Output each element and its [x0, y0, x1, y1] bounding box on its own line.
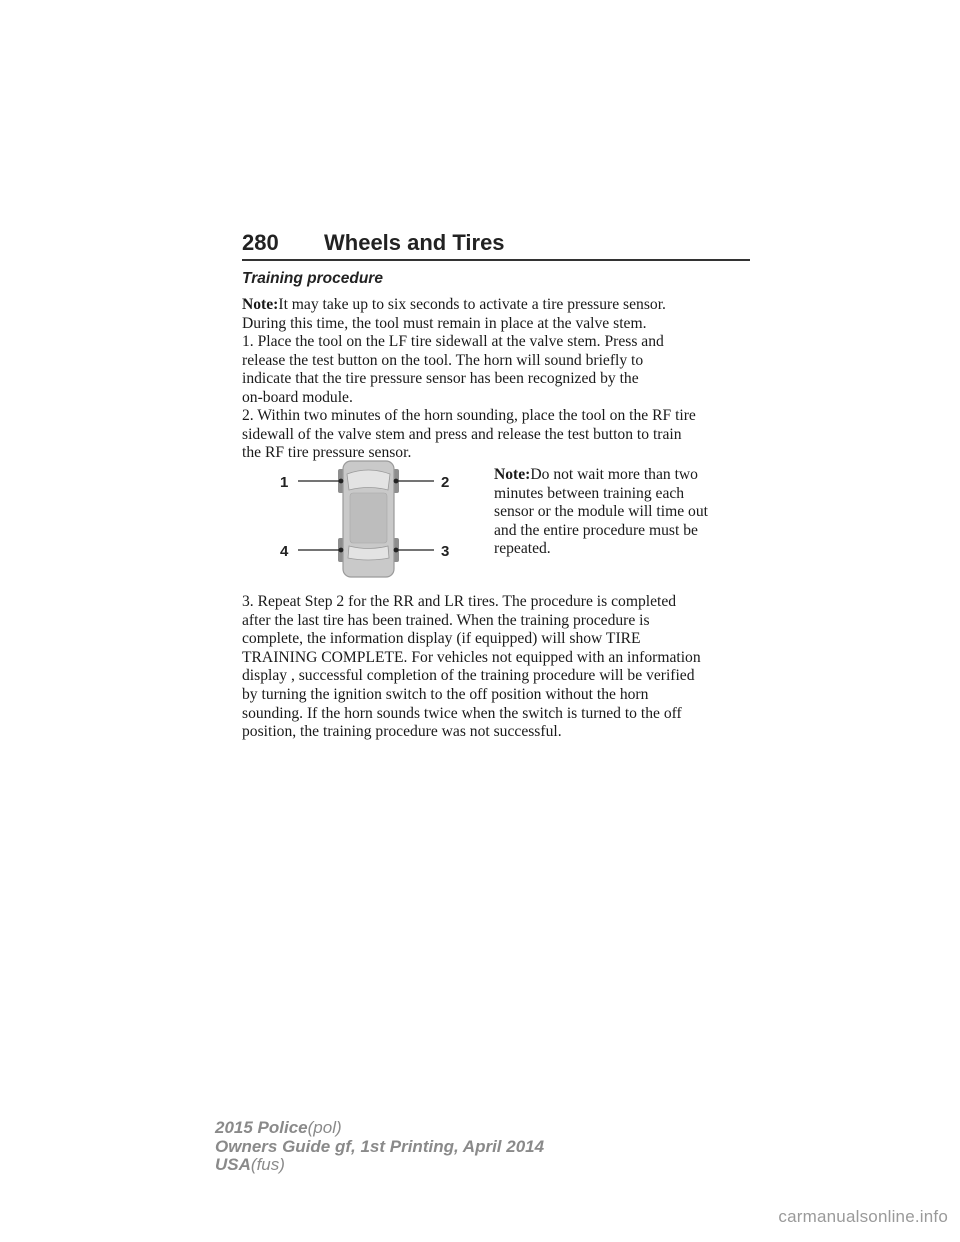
- step-2: [242, 407, 752, 463]
- footer-line-3: [215, 1156, 544, 1175]
- step-1-line: 1. Place the tool on the LF tire sidewall at the valve stem. Press and: [242, 333, 664, 350]
- page-number: 280: [242, 230, 279, 255]
- vehicle-top-view-icon: [276, 458, 466, 580]
- label-1: 1: [280, 474, 289, 491]
- step-3-line: display , successful completion of the training procedure will be verified: [242, 667, 695, 685]
- sensor-dot-4: [339, 548, 344, 553]
- step-1-line: release the test button on the tool. The horn will sound briefly to: [242, 351, 644, 369]
- footer-market-code: (fus): [250, 1155, 285, 1174]
- rear-window: [348, 546, 389, 560]
- footer-vehicle-code: (pol): [307, 1118, 342, 1137]
- footer-market: USA: [215, 1155, 251, 1174]
- note-2-line: Do not wait more than two: [530, 466, 698, 483]
- step-3: [242, 593, 752, 742]
- step-1-line: indicate that the tire pressure sensor has been recognized by the: [242, 370, 639, 388]
- roof: [350, 493, 387, 543]
- sensor-dot-2: [394, 479, 399, 484]
- site-watermark: carmanualsonline.info: [778, 1207, 948, 1226]
- footer-line-1: [215, 1119, 544, 1138]
- note-2-line: sensor or the module will time out: [494, 503, 708, 521]
- page-header: [242, 230, 750, 260]
- step-2-line: the RF tire pressure sensor.: [242, 444, 412, 462]
- step-3-line: position, the training procedure was not successful.: [242, 723, 562, 741]
- header-rule: [242, 259, 750, 261]
- step-2-line: 2. Within two minutes of the horn sounding, place the tool on the RF tire: [242, 407, 696, 424]
- note-2-label: Note:: [494, 466, 531, 483]
- step-3-line: 3. Repeat Step 2 for the RR and LR tires. The procedure is completed: [242, 593, 677, 610]
- note-2-line: and the entire procedure must be: [494, 521, 698, 539]
- step-3-line: by turning the ignition switch to the off position without the horn: [242, 685, 649, 703]
- step-1: [242, 333, 752, 407]
- tire-position-diagram: [276, 458, 466, 580]
- sensor-dot-1: [339, 479, 344, 484]
- note-2-line: repeated.: [494, 540, 551, 558]
- chapter-title: Wheels and Tires: [324, 230, 505, 255]
- footer-line-2: Owners Guide gf, 1st Printing, April 2014: [215, 1136, 545, 1156]
- document-footer: [215, 1119, 544, 1175]
- sensor-dot-3: [394, 548, 399, 553]
- note-1-label: Note:: [242, 296, 279, 313]
- step-2-line: sidewall of the valve stem and press and release the test button to train: [242, 425, 682, 443]
- footer-vehicle: 2015 Police: [215, 1118, 308, 1137]
- note-2: [494, 466, 754, 559]
- step-3-line: TRAINING COMPLETE. For vehicles not equipped with an information: [242, 648, 701, 666]
- step-3-line: sounding. If the horn sounds twice when the switch is turned to the off: [242, 704, 682, 722]
- windshield: [347, 470, 390, 490]
- section-heading: Training procedure: [242, 270, 383, 287]
- step-1-line: on-board module.: [242, 388, 353, 406]
- label-3: 3: [441, 543, 450, 560]
- note-1-text: It may take up to six seconds to activate a tire pressure sensor.: [278, 296, 666, 313]
- label-2: 2: [441, 474, 450, 491]
- note-1: [242, 296, 752, 333]
- note-2-line: minutes between training each: [494, 484, 685, 502]
- step-3-line: after the last tire has been trained. When the training procedure is: [242, 611, 650, 629]
- step-3-line: complete, the information display (if equipped) will show TIRE: [242, 630, 641, 648]
- note-1-text-line2: During this time, the tool must remain in place at the valve stem.: [242, 314, 647, 332]
- label-4: 4: [280, 543, 289, 560]
